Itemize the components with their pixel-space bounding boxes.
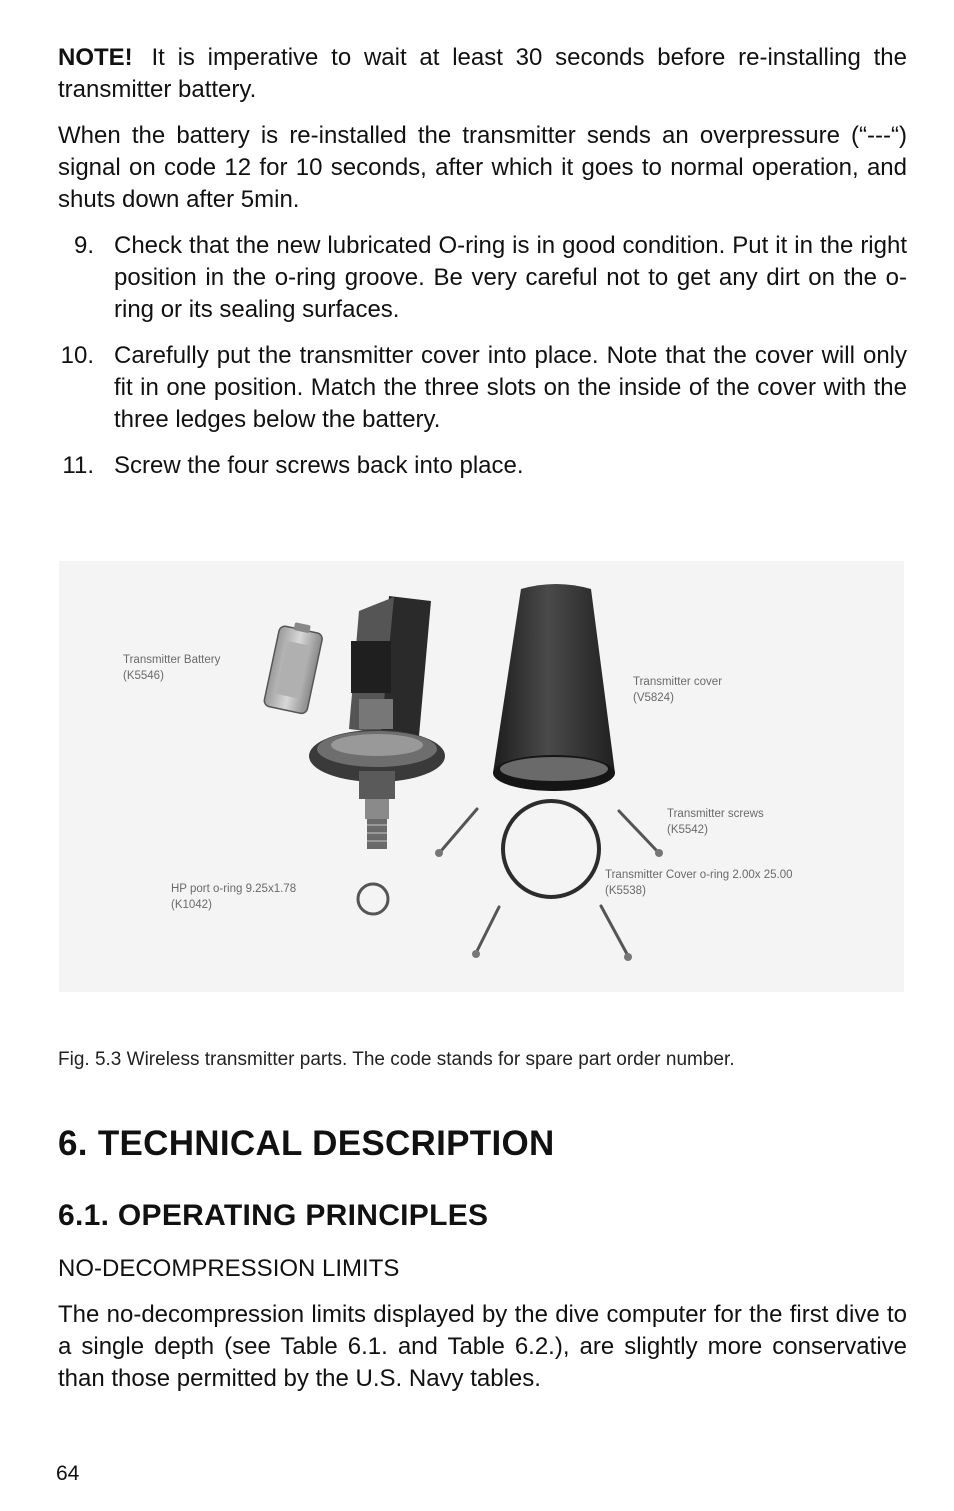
figure-caption: Fig. 5.3 Wireless transmitter parts. The code stands for spare part order number. — [58, 1049, 735, 1070]
transmitter-parts-photo — [59, 561, 904, 992]
page-number: 64 — [56, 1462, 80, 1485]
label-screws-name: Transmitter screws — [667, 808, 764, 820]
battery-image — [263, 619, 324, 714]
page-body — [58, 42, 907, 496]
limits-section — [58, 1299, 907, 1395]
note-paragraph — [58, 42, 907, 106]
label-hp-oring-name: HP port o-ring 9.25x1.78 — [171, 883, 297, 895]
subsection-heading: 6.1. OPERATING PRINCIPLES — [58, 1199, 489, 1232]
subheading: NO-DECOMPRESSION LIMITS — [58, 1255, 400, 1282]
step-text: Screw the four screws back into place. — [114, 452, 524, 479]
label-battery-code: (K5546) — [123, 670, 164, 682]
label-screws-code: (K5542) — [667, 824, 708, 836]
steps-list — [58, 230, 907, 482]
limits-paragraph: The no-decompression limits displayed by the dive computer for the first dive to a single depth (see Table 6.1. and Table 6.2.), are slightly more conservative than those permitted by the U.S. Navy tables. — [58, 1301, 907, 1392]
step-text: Check that the new lubricated O-ring is in good condition. Put it in the right position in the o-ring groove. Be very careful not to get any dirt on the o-ring or its sealing surfaces. — [114, 232, 907, 323]
label-cover-oring-code: (K5538) — [605, 885, 646, 897]
cover-oring-image — [503, 801, 599, 897]
list-item — [58, 340, 907, 436]
battery-paragraph: When the battery is re-installed the transmitter sends an overpressure (“---“) signal on code 12 for 10 seconds, after which it goes to normal operation, and shuts down after 5min. — [58, 122, 907, 213]
step-number: 10. — [60, 342, 94, 369]
transmitter-body-image — [309, 596, 445, 849]
step-text: Carefully put the transmitter cover into place. Note that the cover will only fit in one position. Match the three slots on the inside of the cover with the three ledges below the battery. — [114, 342, 907, 433]
step-number: 9. — [73, 232, 94, 259]
step-number: 11. — [62, 452, 94, 479]
hp-oring-image — [358, 884, 388, 914]
label-cover-oring-name: Transmitter Cover o-ring 2.00x 25.00 — [605, 869, 793, 881]
note-label: NOTE! — [58, 44, 133, 71]
section-heading: 6. TECHNICAL DESCRIPTION — [58, 1124, 555, 1163]
label-cover-code: (V5824) — [633, 692, 674, 704]
list-item — [58, 450, 907, 482]
note-text: It is imperative to wait at least 30 seconds before re-installing the transmitter battery. — [58, 44, 907, 103]
label-battery-name: Transmitter Battery — [123, 654, 221, 666]
label-cover-name: Transmitter cover — [633, 676, 723, 688]
transmitter-cover-image — [493, 584, 615, 791]
label-hp-oring-code: (K1042) — [171, 899, 212, 911]
list-item — [58, 230, 907, 326]
